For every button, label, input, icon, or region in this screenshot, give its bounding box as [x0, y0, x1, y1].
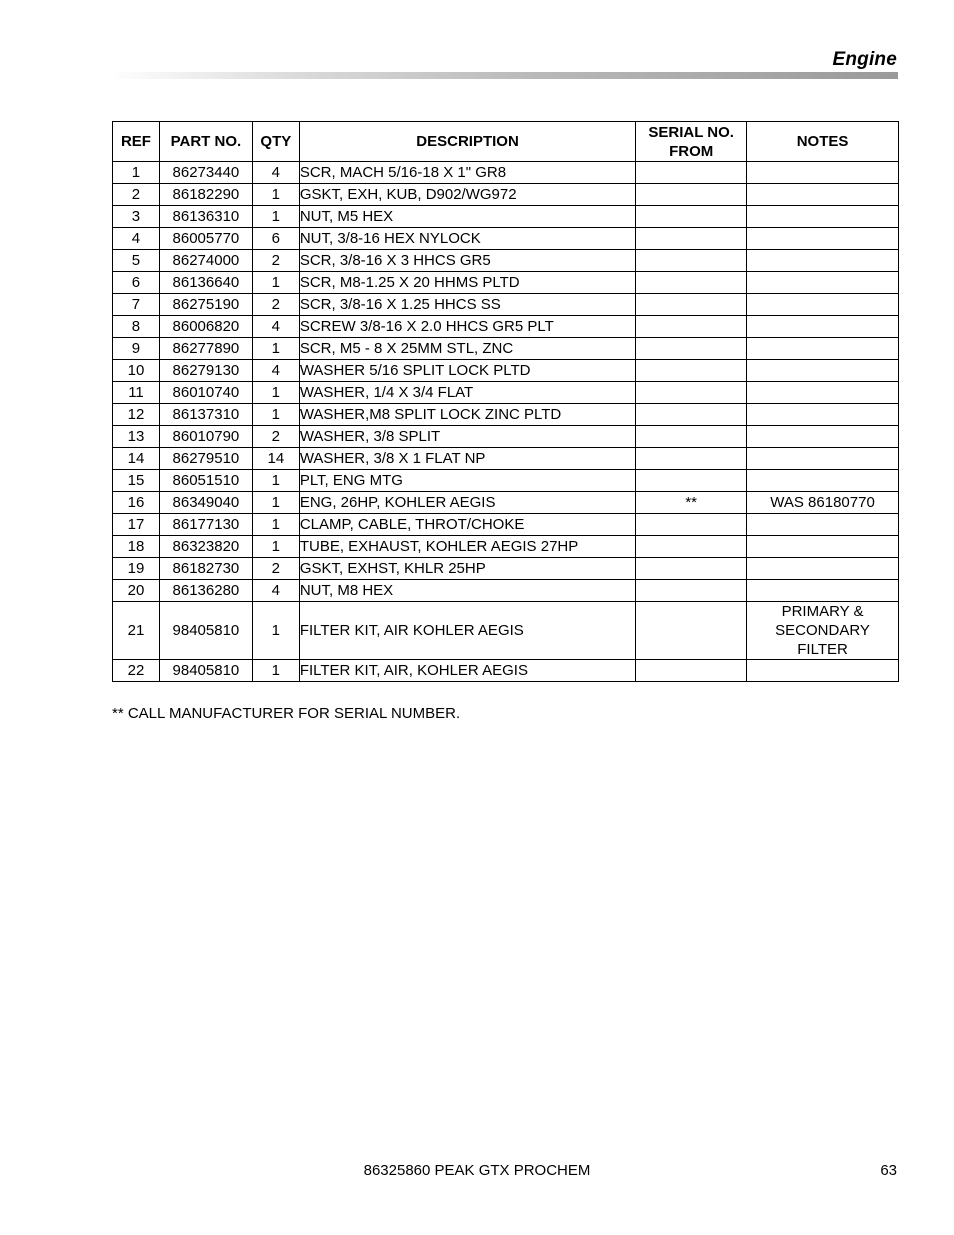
cell-description: SCR, M8-1.25 X 20 HHMS PLTD: [299, 272, 635, 294]
cell-description: SCREW 3/8-16 X 2.0 HHCS GR5 PLT: [299, 316, 635, 338]
cell-description: NUT, 3/8-16 HEX NYLOCK: [299, 228, 635, 250]
cell-description: FILTER KIT, AIR, KOHLER AEGIS: [299, 660, 635, 682]
table-row: [113, 294, 899, 316]
cell-part-no: 86275190: [159, 294, 252, 316]
cell-description: SCR, M5 - 8 X 25MM STL, ZNC: [299, 338, 635, 360]
cell-notes: [747, 184, 899, 206]
col-header-notes: NOTES: [747, 122, 899, 162]
table-row: [113, 660, 899, 682]
cell-qty: 2: [252, 558, 299, 580]
cell-part-no: 86277890: [159, 338, 252, 360]
cell-serial-from: [636, 294, 747, 316]
table-row: [113, 580, 899, 602]
cell-ref: 1: [113, 162, 160, 184]
cell-ref: 5: [113, 250, 160, 272]
cell-notes: [747, 294, 899, 316]
col-header-part-no: PART NO.: [159, 122, 252, 162]
col-header-description: DESCRIPTION: [299, 122, 635, 162]
cell-part-no: 86005770: [159, 228, 252, 250]
footnote: ** CALL MANUFACTURER FOR SERIAL NUMBER.: [112, 705, 461, 722]
cell-notes: [747, 536, 899, 558]
table-row: [113, 492, 899, 514]
cell-ref: 21: [113, 602, 160, 660]
cell-part-no: 86136640: [159, 272, 252, 294]
footer-document-title: 86325860 PEAK GTX PROCHEM: [363, 1162, 591, 1179]
cell-description: ENG, 26HP, KOHLER AEGIS: [299, 492, 635, 514]
table-row: [113, 470, 899, 492]
cell-part-no: 86182290: [159, 184, 252, 206]
cell-part-no: 98405810: [159, 602, 252, 660]
cell-description: SCR, 3/8-16 X 1.25 HHCS SS: [299, 294, 635, 316]
cell-notes: [747, 426, 899, 448]
cell-description: SCR, MACH 5/16-18 X 1" GR8: [299, 162, 635, 184]
cell-serial-from: [636, 206, 747, 228]
cell-qty: 1: [252, 206, 299, 228]
cell-ref: 11: [113, 382, 160, 404]
cell-notes: [747, 272, 899, 294]
cell-description: WASHER,M8 SPLIT LOCK ZINC PLTD: [299, 404, 635, 426]
table-row: [113, 360, 899, 382]
cell-serial-from: [636, 162, 747, 184]
cell-ref: 10: [113, 360, 160, 382]
cell-part-no: 86273440: [159, 162, 252, 184]
parts-table: [112, 121, 899, 682]
cell-notes: [747, 360, 899, 382]
cell-qty: 1: [252, 492, 299, 514]
cell-notes: PRIMARY & SECONDARY FILTER: [747, 602, 899, 660]
cell-notes: WAS 86180770: [747, 492, 899, 514]
section-title: Engine: [832, 49, 897, 70]
col-header-qty: QTY: [252, 122, 299, 162]
cell-notes: [747, 580, 899, 602]
cell-qty: 1: [252, 602, 299, 660]
cell-serial-from: [636, 316, 747, 338]
cell-serial-from: [636, 558, 747, 580]
cell-notes: [747, 316, 899, 338]
cell-serial-from: [636, 184, 747, 206]
cell-description: FILTER KIT, AIR KOHLER AEGIS: [299, 602, 635, 660]
cell-qty: 1: [252, 404, 299, 426]
table-row: [113, 272, 899, 294]
cell-ref: 13: [113, 426, 160, 448]
cell-serial-from: [636, 426, 747, 448]
cell-serial-from: [636, 382, 747, 404]
cell-ref: 8: [113, 316, 160, 338]
cell-part-no: 86136280: [159, 580, 252, 602]
cell-qty: 6: [252, 228, 299, 250]
cell-notes: [747, 206, 899, 228]
table-row: [113, 184, 899, 206]
cell-serial-from: [636, 404, 747, 426]
cell-notes: [747, 470, 899, 492]
cell-qty: 1: [252, 660, 299, 682]
cell-serial-from: [636, 514, 747, 536]
table-row: [113, 448, 899, 470]
cell-description: NUT, M8 HEX: [299, 580, 635, 602]
cell-ref: 2: [113, 184, 160, 206]
cell-serial-from: [636, 228, 747, 250]
cell-qty: 1: [252, 382, 299, 404]
cell-part-no: 86137310: [159, 404, 252, 426]
cell-ref: 19: [113, 558, 160, 580]
cell-ref: 12: [113, 404, 160, 426]
cell-notes: [747, 338, 899, 360]
table-row: [113, 426, 899, 448]
cell-qty: 4: [252, 580, 299, 602]
header-rule: [108, 72, 898, 79]
cell-notes: [747, 250, 899, 272]
table-row: [113, 162, 899, 184]
cell-ref: 18: [113, 536, 160, 558]
cell-description: GSKT, EXHST, KHLR 25HP: [299, 558, 635, 580]
cell-serial-from: **: [636, 492, 747, 514]
cell-part-no: 86349040: [159, 492, 252, 514]
cell-notes: [747, 404, 899, 426]
cell-ref: 6: [113, 272, 160, 294]
cell-ref: 15: [113, 470, 160, 492]
cell-qty: 1: [252, 514, 299, 536]
parts-table-body: [113, 162, 899, 682]
col-header-ref: REF: [113, 122, 160, 162]
cell-ref: 9: [113, 338, 160, 360]
cell-part-no: 86006820: [159, 316, 252, 338]
table-row: [113, 404, 899, 426]
table-row: [113, 338, 899, 360]
cell-notes: [747, 448, 899, 470]
table-row: [113, 316, 899, 338]
cell-serial-from: [636, 580, 747, 602]
cell-description: CLAMP, CABLE, THROT/CHOKE: [299, 514, 635, 536]
cell-serial-from: [636, 250, 747, 272]
cell-qty: 1: [252, 184, 299, 206]
cell-qty: 1: [252, 272, 299, 294]
table-header-row: [113, 122, 899, 162]
cell-ref: 22: [113, 660, 160, 682]
cell-description: WASHER, 3/8 X 1 FLAT NP: [299, 448, 635, 470]
cell-description: PLT, ENG MTG: [299, 470, 635, 492]
table-row: [113, 514, 899, 536]
cell-qty: 4: [252, 360, 299, 382]
cell-serial-from: [636, 660, 747, 682]
cell-part-no: 86323820: [159, 536, 252, 558]
cell-qty: 2: [252, 250, 299, 272]
cell-notes: [747, 558, 899, 580]
cell-description: WASHER, 1/4 X 3/4 FLAT: [299, 382, 635, 404]
cell-serial-from: [636, 536, 747, 558]
cell-qty: 4: [252, 162, 299, 184]
table-row: [113, 250, 899, 272]
cell-part-no: 86010740: [159, 382, 252, 404]
cell-notes: [747, 660, 899, 682]
cell-description: SCR, 3/8-16 X 3 HHCS GR5: [299, 250, 635, 272]
cell-qty: 14: [252, 448, 299, 470]
cell-description: WASHER 5/16 SPLIT LOCK PLTD: [299, 360, 635, 382]
cell-ref: 3: [113, 206, 160, 228]
cell-notes: [747, 514, 899, 536]
cell-ref: 20: [113, 580, 160, 602]
cell-qty: 1: [252, 536, 299, 558]
cell-part-no: 86274000: [159, 250, 252, 272]
cell-ref: 17: [113, 514, 160, 536]
cell-description: WASHER, 3/8 SPLIT: [299, 426, 635, 448]
cell-description: GSKT, EXH, KUB, D902/WG972: [299, 184, 635, 206]
cell-qty: 4: [252, 316, 299, 338]
cell-description: TUBE, EXHAUST, KOHLER AEGIS 27HP: [299, 536, 635, 558]
cell-qty: 2: [252, 294, 299, 316]
table-row: [113, 558, 899, 580]
cell-part-no: 86279510: [159, 448, 252, 470]
cell-qty: 2: [252, 426, 299, 448]
cell-serial-from: [636, 448, 747, 470]
cell-notes: [747, 382, 899, 404]
table-row: [113, 206, 899, 228]
cell-notes: [747, 162, 899, 184]
cell-ref: 7: [113, 294, 160, 316]
cell-description: NUT, M5 HEX: [299, 206, 635, 228]
table-row: [113, 536, 899, 558]
cell-ref: 14: [113, 448, 160, 470]
cell-ref: 16: [113, 492, 160, 514]
cell-part-no: 86182730: [159, 558, 252, 580]
cell-serial-from: [636, 360, 747, 382]
cell-qty: 1: [252, 338, 299, 360]
cell-serial-from: [636, 272, 747, 294]
table-row: [113, 228, 899, 250]
cell-part-no: 86177130: [159, 514, 252, 536]
cell-serial-from: [636, 602, 747, 660]
cell-part-no: 98405810: [159, 660, 252, 682]
page-number: 63: [880, 1162, 897, 1179]
cell-part-no: 86010790: [159, 426, 252, 448]
cell-part-no: 86136310: [159, 206, 252, 228]
cell-ref: 4: [113, 228, 160, 250]
table-row: [113, 382, 899, 404]
cell-qty: 1: [252, 470, 299, 492]
cell-part-no: 86051510: [159, 470, 252, 492]
table-row: [113, 602, 899, 660]
cell-serial-from: [636, 470, 747, 492]
cell-part-no: 86279130: [159, 360, 252, 382]
col-header-serial-from: SERIAL NO. FROM: [636, 122, 747, 162]
cell-serial-from: [636, 338, 747, 360]
cell-notes: [747, 228, 899, 250]
